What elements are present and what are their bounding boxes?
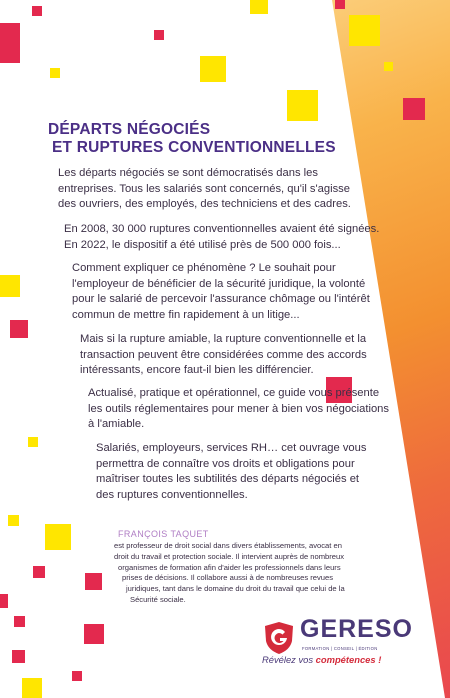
bio-line: prises de décisions. Il collabore aussi à de nombreuses revues (122, 573, 334, 583)
paragraph-line: En 2022, le dispositif a été utilisé près de 500 000 fois... (64, 238, 341, 251)
decor-square (45, 524, 71, 550)
decor-square (250, 0, 268, 14)
author-bio (114, 541, 345, 606)
paragraph-rupture (80, 332, 367, 379)
decor-square (0, 275, 20, 297)
decor-square (33, 566, 45, 578)
book-title (48, 121, 378, 157)
paragraph-intro (58, 166, 351, 213)
paragraph-line: les outils réglementaires pour mener à bien vos négociations (88, 402, 389, 415)
bio-line: est professeur de droit social dans divers établissements, avocat en (114, 541, 342, 550)
paragraph-line: En 2008, 30 000 ruptures conventionnelles avaient été signées. (64, 223, 380, 235)
author-name: FRANÇOIS TAQUET (118, 529, 209, 539)
paragraph-line: Les départs négociés se sont démocratisés dans les (58, 167, 318, 179)
decor-square (154, 30, 164, 40)
paragraph-line: des ruptures conventionnelles. (96, 488, 248, 501)
decor-square (349, 15, 380, 46)
decor-square (0, 594, 8, 608)
paragraph-line: commun de mettre fin rapidement à un litige... (72, 308, 300, 321)
paragraph-line: Comment expliquer ce phénomène ? Le souhait pour (72, 262, 336, 274)
publisher-name: GERESO (300, 615, 413, 643)
decor-square (335, 0, 345, 9)
bio-line: juridiques, tant dans le domaine du droit du travail que celui de la (126, 584, 345, 594)
gereso-shield-icon (263, 621, 295, 655)
paragraph-line: Mais si la rupture amiable, la rupture conventionnelle et la (80, 333, 367, 345)
decor-square (0, 23, 20, 63)
paragraph-line: transaction peuvent être considérées comme des accords (80, 348, 367, 361)
bio-line: Sécurité sociale. (130, 594, 186, 604)
paragraph-line: intéressants, encore faut-il bien les différencier. (80, 364, 314, 377)
paragraph-line: Actualisé, pratique et opérationnel, ce guide vous présente (88, 387, 380, 399)
tagline-prefix: Révélez vos (262, 654, 316, 665)
decor-square (22, 678, 42, 698)
decor-square (14, 616, 25, 627)
decor-square (10, 320, 28, 338)
paragraph-stats (64, 222, 379, 253)
paragraph-line: permettra de connaître vos droits et obligations pour (96, 457, 355, 470)
paragraph-audience (96, 441, 366, 503)
decor-square (403, 98, 425, 120)
title-line-1: DÉPARTS NÉGOCIÉS (48, 121, 211, 138)
publisher-subtitle: FORMATION | CONSEIL | ÉDITION (302, 646, 378, 651)
bio-line: droit du travail et protection sociale. Il intervient auprès de nombreux (114, 551, 345, 561)
publisher-tagline (262, 654, 381, 665)
decor-square (384, 62, 393, 71)
paragraph-guide (88, 386, 389, 433)
decor-square (8, 515, 19, 526)
paragraph-line: l'employeur de bénéficier de la sécurité juridique, la volonté (72, 277, 366, 290)
decor-square (12, 650, 25, 663)
paragraph-line: entreprises. Tous les salariés sont concernés, qu'il s'agisse (58, 182, 350, 195)
paragraph-line: maîtriser toutes les subtilités des départs négociés et (96, 473, 360, 486)
decor-square (287, 90, 318, 121)
decor-square (28, 437, 38, 447)
paragraph-line: à l'amiable. (88, 418, 145, 431)
decor-square (84, 624, 104, 644)
decor-square (200, 56, 226, 82)
decor-square (50, 68, 60, 78)
tagline-highlight: compétences ! (315, 654, 382, 665)
paragraph-question (72, 261, 370, 323)
bio-line: organismes de formation afin d'aider les professionnels dans leurs (118, 562, 341, 572)
decor-square (72, 671, 82, 681)
decor-square (32, 6, 42, 16)
decor-square (85, 573, 102, 590)
paragraph-line: pour le salarié de percevoir l'assurance chômage ou l'intérêt (72, 293, 370, 306)
title-line-2: ET RUPTURES CONVENTIONNELLES (52, 139, 336, 156)
paragraph-line: des ouvriers, des employés, des techniciens et des cadres. (58, 198, 351, 211)
paragraph-line: Salariés, employeurs, services RH… cet ouvrage vous (96, 442, 367, 454)
